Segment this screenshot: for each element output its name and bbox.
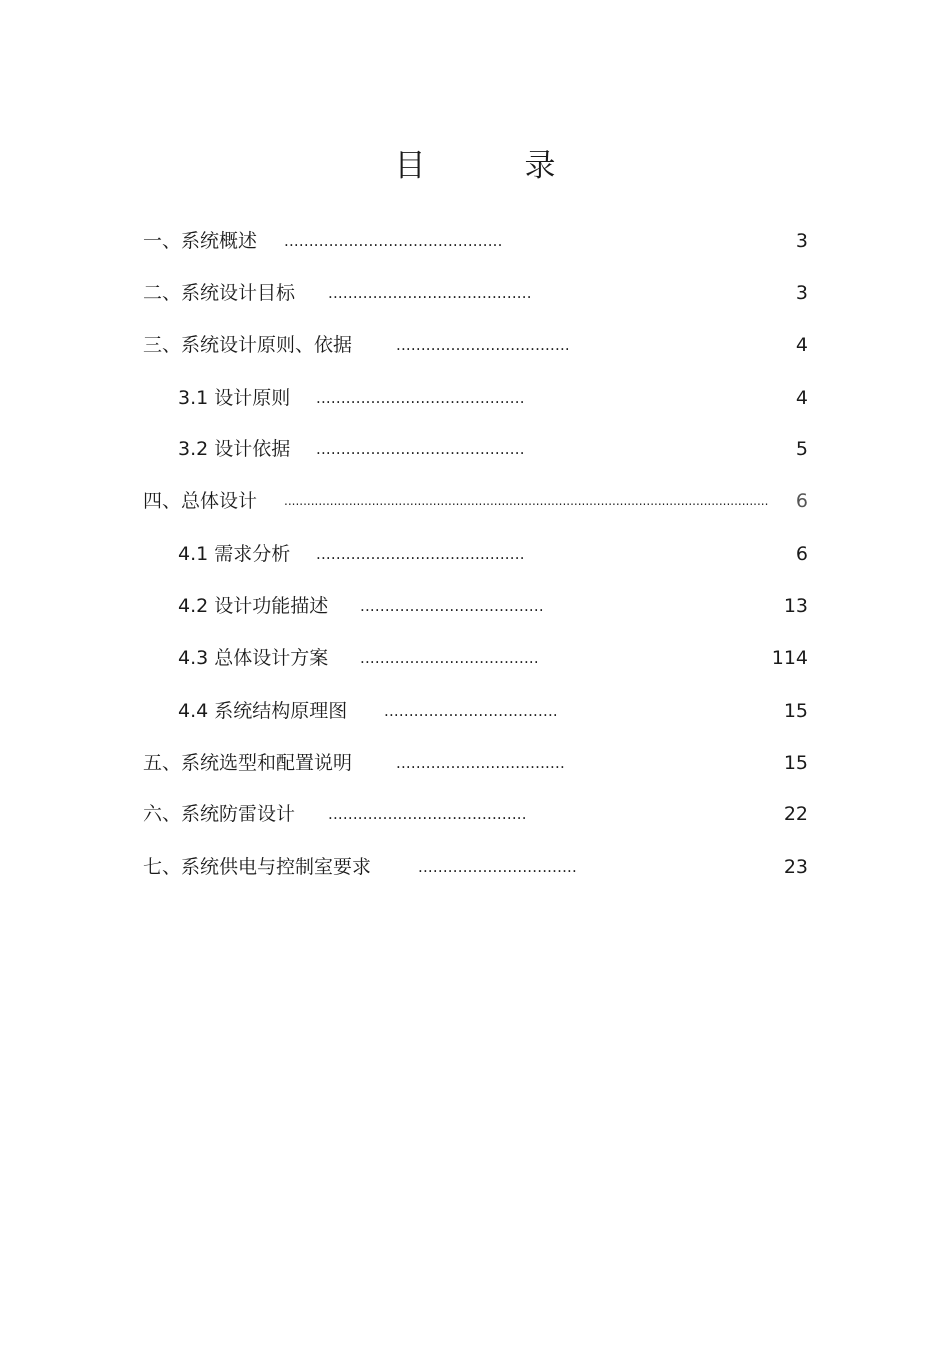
toc-entry-page: 4 — [795, 387, 808, 409]
toc-entry[interactable] — [0, 539, 950, 569]
toc-entry-leader: .......................................... — [316, 545, 525, 563]
toc-entry-page: 15 — [783, 700, 808, 722]
toc-entry-leader: ......................................... — [328, 284, 532, 302]
toc-entry[interactable] — [0, 643, 950, 673]
toc-entry-label: 六、系统防雷设计 — [143, 803, 296, 825]
toc-entry-label: 一、系统概述 — [143, 230, 258, 252]
toc-entry-label: 4.3 总体设计方案 — [178, 647, 329, 669]
toc-entry-page: 13 — [783, 595, 808, 617]
toc-entry-leader: ................................ — [418, 858, 577, 876]
toc-entry[interactable] — [0, 852, 950, 882]
toc-entry[interactable] — [0, 226, 950, 256]
toc-entry-page: 3 — [795, 230, 808, 252]
toc-entry[interactable] — [0, 434, 950, 464]
toc-entry-leader: ............................................ — [284, 232, 503, 250]
toc-entry-page: 5 — [795, 438, 808, 460]
toc-entry-label: 4.2 设计功能描述 — [178, 595, 329, 617]
toc-entry[interactable] — [0, 799, 950, 829]
toc-entry-page: 22 — [783, 803, 808, 825]
toc-entry-leader: ................................... — [396, 336, 570, 354]
toc-entry-page: 6 — [795, 543, 808, 565]
toc-entry[interactable] — [0, 486, 950, 516]
toc-entry-page: 4 — [795, 334, 808, 356]
toc-entry-page: 114 — [771, 647, 808, 669]
toc-entry-leader: .......................................... — [316, 389, 525, 407]
toc-entry-label: 3.1 设计原则 — [178, 387, 291, 409]
toc-entry[interactable] — [0, 330, 950, 360]
toc-entry[interactable] — [0, 591, 950, 621]
toc-entry-label: 七、系统供电与控制室要求 — [143, 856, 372, 878]
toc-entry-leader: ............................................................................................................................... — [284, 494, 769, 508]
toc-entry-label: 四、总体设计 — [143, 490, 258, 512]
toc-entry-page: 3 — [795, 282, 808, 304]
toc-entry-leader: .................................... — [360, 649, 539, 667]
toc-entry-label: 三、系统设计原则、依据 — [143, 334, 353, 356]
toc-entry-label: 4.4 系统结构原理图 — [178, 700, 348, 722]
toc-entry-label: 二、系统设计目标 — [143, 282, 296, 304]
toc-entry-leader: .................................. — [396, 754, 565, 772]
toc-entry-label: 五、系统选型和配置说明 — [143, 752, 353, 774]
toc-entry-page: 15 — [783, 752, 808, 774]
toc-entry-page: 6 — [795, 490, 808, 512]
toc-entry[interactable] — [0, 696, 950, 726]
toc-entry[interactable] — [0, 748, 950, 778]
toc-entry-leader: ........................................ — [328, 805, 527, 823]
toc-entry-leader: .......................................... — [316, 440, 525, 458]
toc-entry-leader: ................................... — [384, 702, 558, 720]
toc-entry-label: 3.2 设计依据 — [178, 438, 291, 460]
toc-entry-leader: ..................................... — [360, 597, 544, 615]
toc-entry[interactable] — [0, 383, 950, 413]
page-title: 目 录 — [394, 148, 590, 184]
toc-entry-label: 4.1 需求分析 — [178, 543, 291, 565]
toc-entry-page: 23 — [783, 856, 808, 878]
toc-entry[interactable] — [0, 278, 950, 308]
